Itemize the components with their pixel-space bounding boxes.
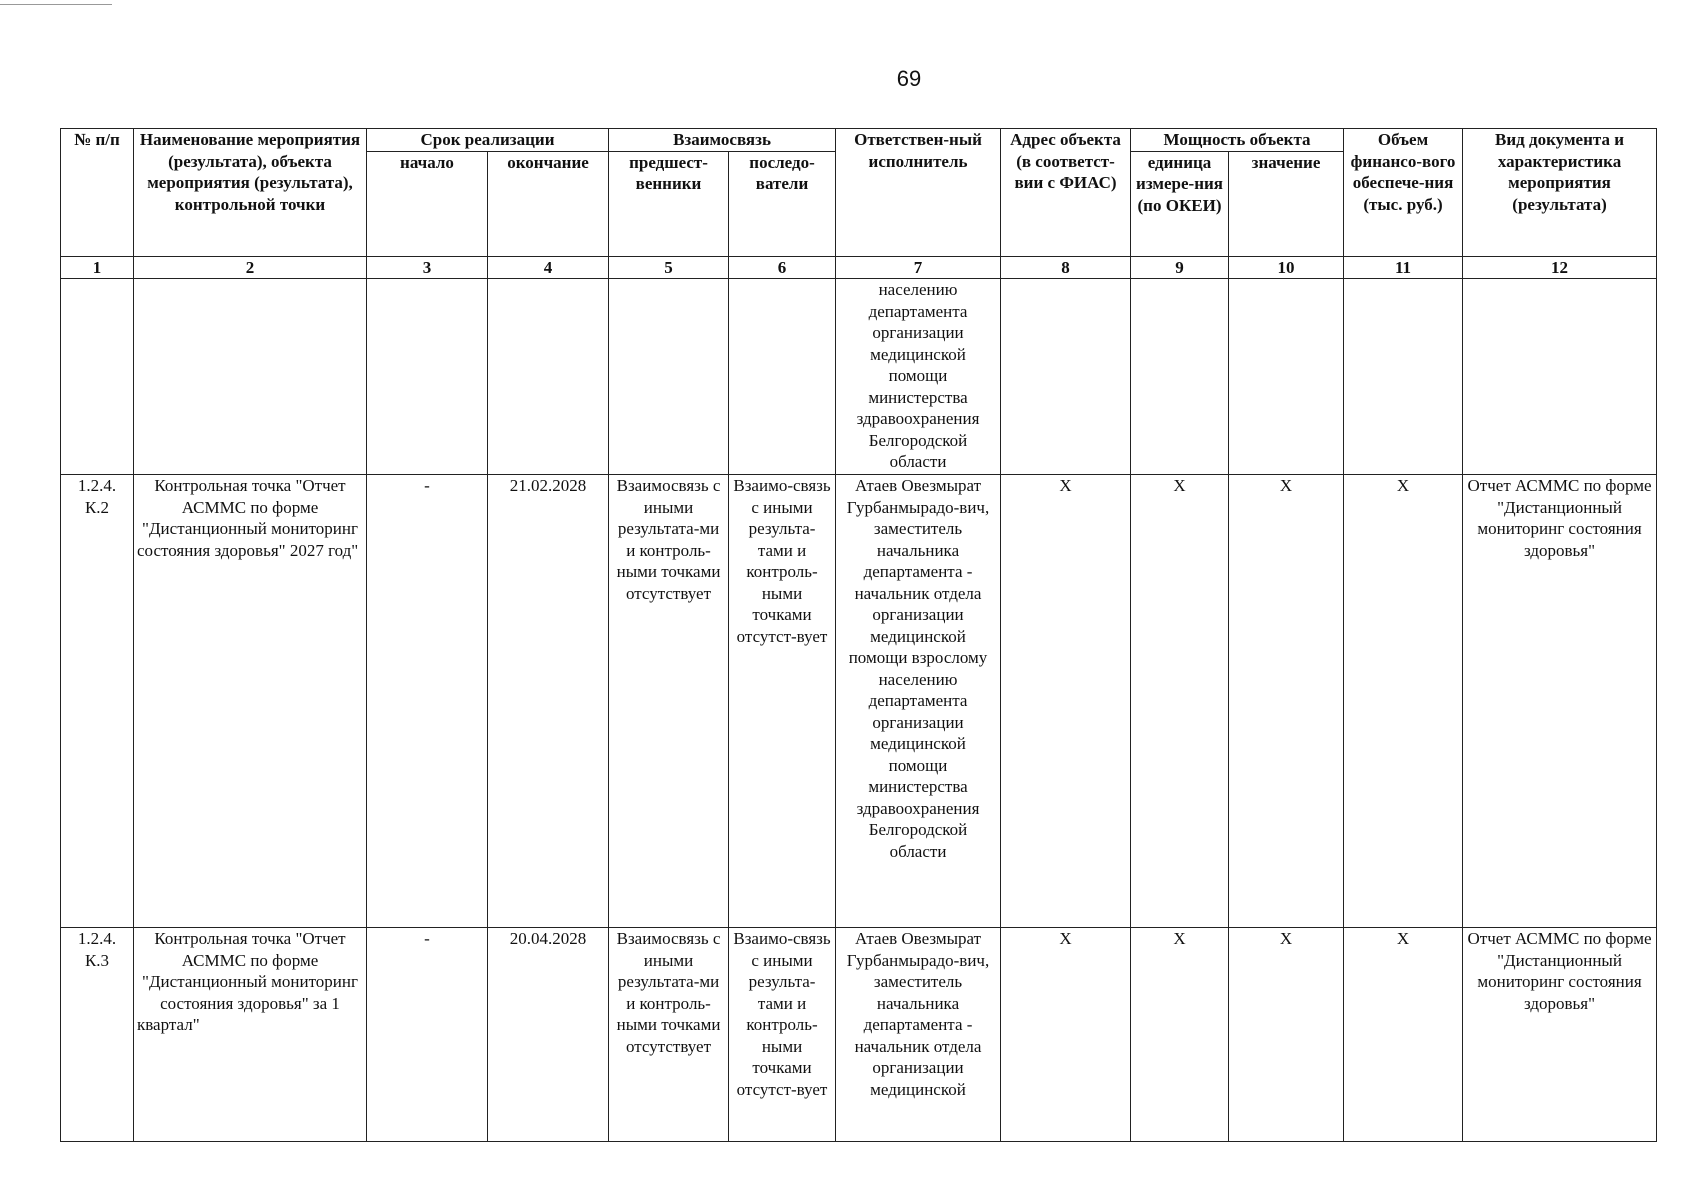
cell-finance: X [1344, 928, 1463, 1142]
column-number: 4 [488, 256, 609, 279]
header-end: окончание [488, 151, 609, 256]
cell-num [61, 279, 134, 475]
cell-responsible: Атаев Овезмырат Гурбанмырадо-вич, заместитель начальника департамента - начальник отдела организации медицинской помощи взрослому населению департамента организации медицинской помощи министерства здравоохранения Белгородской области [836, 475, 1001, 928]
cell-responsible: населению департамента организации медицинской помощи министерства здравоохранения Белгородской области [836, 279, 1001, 475]
header-predecessors: предшест-венники [609, 151, 729, 256]
cell-num: 1.2.4. К.3 [61, 928, 134, 1142]
header-value: значение [1229, 151, 1344, 256]
cell-unit: X [1131, 928, 1229, 1142]
cell-value: X [1229, 928, 1344, 1142]
cell-successors: Взаимо-связь с иными результа-тами и контроль-ными точками отсутст-вует [729, 475, 836, 928]
header-document: Вид документа и характеристика мероприятия (результата) [1463, 129, 1657, 257]
column-number: 7 [836, 256, 1001, 279]
page-number: 69 [896, 66, 922, 91]
cell-name: Контрольная точка "Отчет АСММС по форме "Дистанционный мониторинг состояния здоровья" 2027 год" [134, 475, 367, 928]
column-number: 3 [367, 256, 488, 279]
cell-end [488, 279, 609, 475]
header-unit: единица измере-ния (по ОКЕИ) [1131, 151, 1229, 256]
table-row [61, 279, 1657, 475]
cell-address [1001, 279, 1131, 475]
header-successors: последо-ватели [729, 151, 836, 256]
column-number-row [61, 256, 1657, 279]
cell-predecessors [609, 279, 729, 475]
cell-value: X [1229, 475, 1344, 928]
header-number: № п/п [61, 129, 134, 257]
header-capacity-group: Мощность объекта [1131, 129, 1344, 152]
cell-unit: X [1131, 475, 1229, 928]
header-name: Наименование мероприятия (результата), объекта мероприятия (результата), контрольной точки [134, 129, 367, 257]
cell-finance [1344, 279, 1463, 475]
table-row [61, 928, 1657, 1142]
header-relation-group: Взаимосвязь [609, 129, 836, 152]
cell-address: X [1001, 475, 1131, 928]
cell-predecessors: Взаимосвязь с иными результата-ми и контроль-ными точками отсутствует [609, 475, 729, 928]
cell-unit [1131, 279, 1229, 475]
header-responsible: Ответствен-ный исполнитель [836, 129, 1001, 257]
cell-document: Отчет АСММС по форме "Дистанционный мониторинг состояния здоровья" [1463, 475, 1657, 928]
column-number: 1 [61, 256, 134, 279]
cell-successors [729, 279, 836, 475]
header-finance: Объем финансо-вого обеспече-ния (тыс. руб.) [1344, 129, 1463, 257]
column-number: 8 [1001, 256, 1131, 279]
column-number: 12 [1463, 256, 1657, 279]
cell-start [367, 279, 488, 475]
cell-finance: X [1344, 475, 1463, 928]
scan-artifact-line [0, 4, 112, 5]
cell-document: Отчет АСММС по форме "Дистанционный мониторинг состояния здоровья" [1463, 928, 1657, 1142]
header-address: Адрес объекта (в соответст-вии с ФИАС) [1001, 129, 1131, 257]
activity-table [60, 128, 1657, 1142]
cell-document [1463, 279, 1657, 475]
cell-end: 20.04.2028 [488, 928, 609, 1142]
column-number: 2 [134, 256, 367, 279]
cell-predecessors: Взаимосвязь с иными результата-ми и контроль-ными точками отсутствует [609, 928, 729, 1142]
cell-start: - [367, 475, 488, 928]
table-row [61, 475, 1657, 928]
cell-start: - [367, 928, 488, 1142]
column-number: 6 [729, 256, 836, 279]
cell-end: 21.02.2028 [488, 475, 609, 928]
cell-name [134, 279, 367, 475]
column-number: 11 [1344, 256, 1463, 279]
cell-num: 1.2.4. К.2 [61, 475, 134, 928]
cell-successors: Взаимо-связь с иными результа-тами и контроль-ными точками отсутст-вует [729, 928, 836, 1142]
header-start: начало [367, 151, 488, 256]
cell-responsible: Атаев Овезмырат Гурбанмырадо-вич, заместитель начальника департамента - начальник отдела организации медицинской [836, 928, 1001, 1142]
cell-address: X [1001, 928, 1131, 1142]
column-number: 9 [1131, 256, 1229, 279]
cell-value [1229, 279, 1344, 475]
cell-name: Контрольная точка "Отчет АСММС по форме "Дистанционный мониторинг состояния здоровья" за 1 квартал" [134, 928, 367, 1142]
header-term-group: Срок реализации [367, 129, 609, 152]
column-number: 10 [1229, 256, 1344, 279]
column-number: 5 [609, 256, 729, 279]
